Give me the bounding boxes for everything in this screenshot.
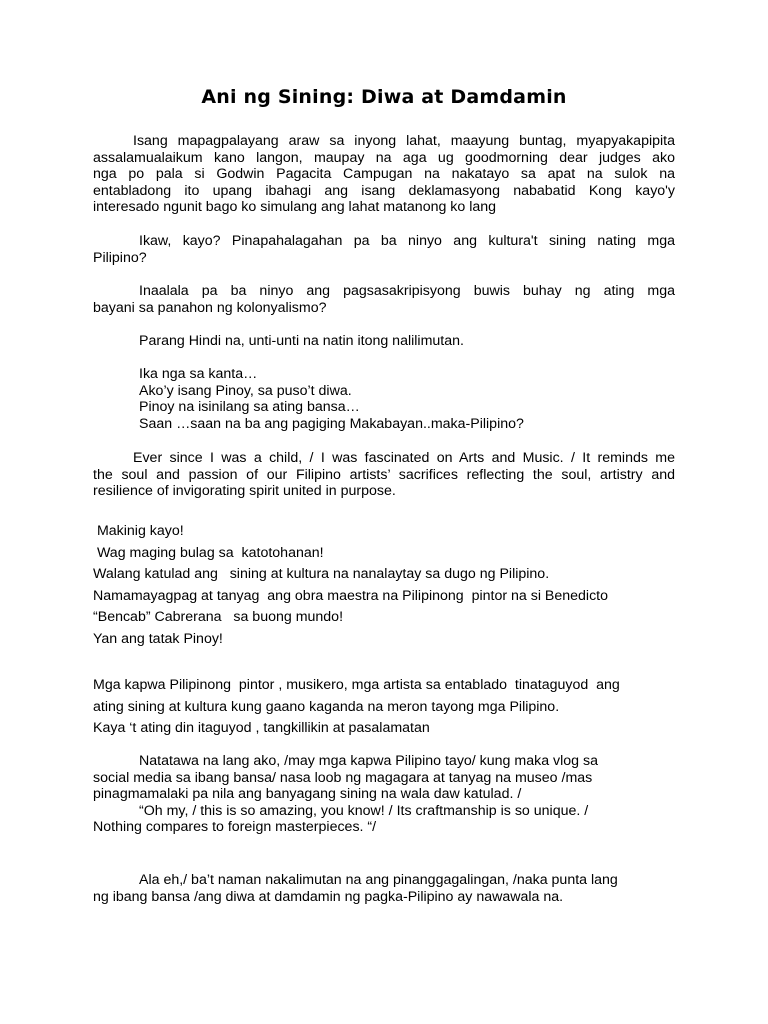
ala-paragraph [93, 872, 675, 905]
text-line: Ikaw, kayo? Pinapahalagahan pa ba ninyo ang kultura't sining nating mga [139, 233, 675, 249]
text-line: “Oh my, / this is so amazing, you know! / Its craftmanship is so unique. / [139, 802, 589, 819]
text-line: Pilipino? [93, 249, 147, 266]
text-line: pinagmamalaki pa nila ang banyagang sining na wala daw katulad. / [93, 786, 522, 803]
document-title: Ani ng Sining: Diwa at Damdamin [201, 86, 567, 108]
song-lyrics [93, 366, 675, 432]
text-line: assalamualaikum kano langon, maupay na aga ug goodmorning dear judges ako [93, 149, 675, 166]
text-line: Ika nga sa kanta… [139, 366, 258, 382]
text-line: Ala eh,/ ba’t naman nakalimutan na ang pinanggagalingan, /naka punta lang [139, 872, 618, 888]
text-line: entabladong ito upang ibahagi ang isang deklamasyong nababatid Kong kayo'y [93, 182, 675, 199]
text-line: resilience of invigorating spirit united in purpose. [93, 483, 396, 500]
text-line: Ever since I was a child, / I was fascinated on Arts and Music. / It reminds me [133, 450, 675, 466]
english-paragraph [93, 450, 675, 500]
text-line: Nothing compares to foreign masterpieces. “/ [93, 819, 377, 836]
text-line: “Bencab” Cabrerana sa buong mundo! [93, 609, 344, 625]
kapwa-paragraph [93, 675, 675, 740]
text-line: bayani sa panahon ng kolonyalismo? [93, 299, 327, 316]
text-line: ng ibang bansa /ang diwa at damdamin ng pagka-Pilipino ay nawawala na. [93, 888, 564, 905]
text-line: Inaalala pa ba ninyo ang pagsasakripisyong buwis buhay ng ating mga [139, 283, 675, 299]
question-kultura [93, 233, 675, 266]
text-line: Parang Hindi na, unti-unti na natin itong nalilimutan. [139, 333, 464, 349]
text-line: nga po pala si Godwin Pagacita Campugan na nakatayo sa apat na sulok na [93, 166, 675, 183]
text-line: Namamayagpag at tanyag ang obra maestra na Pilipinong pintor na si Benedicto [93, 587, 609, 604]
text-line: Mga kapwa Pilipinong pintor , musikero, mga artista sa entablado tinataguyod ang [93, 677, 620, 693]
text-line: Isang mapagpalayang araw sa inyong lahat, maayung buntag, myapyakapipita [133, 133, 675, 149]
question-bayani [93, 283, 675, 316]
text-line: Natatawa na lang ako, /may mga kapwa Pilipino tayo/ kung maka vlog sa [139, 753, 598, 769]
intro-paragraph [93, 133, 675, 216]
text-line: Saan …saan na ba ang pagiging Makabayan..maka-Pilipino? [139, 415, 524, 432]
paragraph-nalilimutan [93, 333, 675, 350]
natatawa-paragraph [93, 753, 675, 836]
text-line: interesado ngunit bago ko simulang ang lahat matanong ko lang [93, 199, 497, 216]
text-line: Pinoy na isinilang sa ating bansa… [139, 399, 360, 416]
text-line: social media sa ibang bansa/ nasa loob ng magagara at tanyag na museo /mas [93, 769, 593, 786]
text-line: Ako’y isang Pinoy, sa puso’t diwa. [139, 382, 352, 399]
text-line: Makinig kayo! [93, 523, 184, 539]
text-line: Kaya ‘t ating din itaguyod , tangkillikin at pasalamatan [93, 720, 430, 736]
text-line: Yan ang tatak Pinoy! [93, 630, 223, 647]
text-line: Wag maging bulag sa katotohanan! [93, 544, 324, 561]
text-line: ating sining at kultura kung gaano kaganda na meron tayong mga Pilipino. [93, 698, 560, 715]
text-line: the soul and passion of our Filipino artists’ sacrifices reflecting the soul, artistry and [93, 466, 675, 483]
text-line: Walang katulad ang sining at kultura na nanalaytay sa dugo ng Pilipino. [93, 566, 550, 582]
makinig-paragraph [93, 521, 675, 650]
